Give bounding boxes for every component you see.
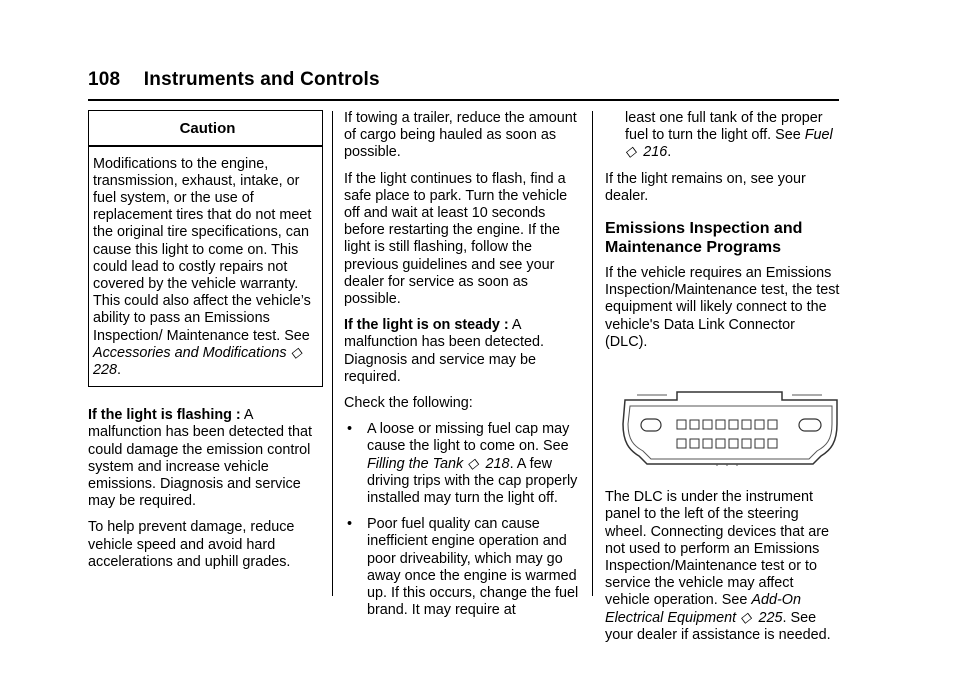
dlc-location-paragraph [605, 489, 841, 644]
steady-text: A malfunction has been detected. Diagnosis and service may be required. [344, 317, 545, 385]
bullet-icon: • [347, 516, 353, 533]
check-following: Check the following: [344, 395, 473, 412]
prevent-damage-paragraph: To help prevent damage, reduce vehicle speed and avoid hard accelerations and uphill grades. [88, 519, 295, 570]
fuel-page-ref[interactable]: 216 [636, 144, 668, 161]
towing-paragraph: If towing a trailer, reduce the amount of cargo being hauled as soon as possible. [344, 110, 577, 161]
caution-text: Modifications to the engine, transmission, exhaust, intake, or fuel system, or the use of replacement tires that do not meet the original tire specifications, can cause this light to come on. This could lead to costly repairs not covered by the vehicle warranty. This could also affect the vehicle’s ability to pass an Emissions Inspection/ Maintenance test. See [93, 155, 312, 344]
dlc-location-text: The DLC is under the instrument panel to the left of the steering wheel. Connecting devices that are not used to perform an Emissions Inspection/Maintenance test or to service the vehicle may affect vehicle operation. See [605, 489, 829, 609]
bullet-text [367, 421, 582, 507]
page-ref-icon: ◇ [286, 344, 302, 361]
steady-heading: If the light is on steady : [344, 317, 509, 334]
list-item [344, 516, 582, 619]
header-rule [88, 99, 839, 101]
continued-text: least one full tank of the proper fuel to turn the light off. See [625, 110, 823, 144]
column-divider-1 [332, 111, 333, 596]
page-ref-icon: ◇ [736, 609, 752, 626]
bullet-2-text: Poor fuel quality can cause inefficient engine operation and poor driveability, which may go away once the engine is warmed up. If this occurs, change the fuel brand. It may require at [367, 516, 579, 619]
addon-page-ref[interactable]: 225 [751, 609, 783, 626]
dlc-location-end: . See your dealer if assistance is needed. [605, 609, 831, 643]
continue-flash-paragraph: If the light continues to flash, find a safe place to park. Turn the vehicle off and wait at least 10 seconds before restarting the engine. If the light is still flashing, follow the previous guidelines and see your dealer for service as soon as possible. [344, 170, 568, 308]
column-2 [344, 110, 582, 628]
caution-box [88, 110, 323, 387]
page-header [88, 69, 380, 91]
caution-end: . [117, 361, 122, 378]
continued-end: . [667, 144, 672, 161]
filling-tank-page-ref[interactable]: 218 [478, 455, 510, 472]
continued-bullet-text [605, 110, 841, 162]
column-1 [88, 110, 326, 580]
steady-paragraph [344, 317, 582, 386]
section-heading: Emissions Inspection and Maintenance Programs [605, 220, 803, 257]
caution-title: Caution [179, 120, 236, 137]
section-title: Instruments and Controls [143, 69, 380, 90]
page-ref-icon: ◇ [463, 455, 479, 472]
bullet-1-end: . A few driving trips with the cap properly installed may turn the light off. [367, 455, 578, 507]
remains-on-paragraph: If the light remains on, see your dealer. [605, 170, 806, 204]
fuel-link[interactable]: Fuel [804, 127, 833, 144]
column-divider-2 [592, 111, 593, 596]
page-number: 108 [88, 69, 121, 90]
filling-tank-link[interactable]: Filling the Tank [367, 455, 464, 472]
bullet-1-text: A loose or missing fuel cap may cause the light to come on. See [367, 421, 570, 455]
emissions-paragraph: If the vehicle requires an Emissions Inspection/Maintenance test, the test equipment will likely connect to the vehicle's Data Link Connector (DLC). [605, 265, 840, 350]
page-ref-icon: ◇ [625, 144, 637, 161]
flashing-text: A malfunction has been detected that could damage the emission control system and increase vehicle emissions. Diagnosis and service may be required. [88, 407, 313, 510]
flashing-paragraph [88, 407, 326, 510]
accessories-link[interactable]: Accessories and Modifications [93, 344, 287, 361]
list-item [344, 421, 582, 507]
column-3 [605, 110, 841, 653]
caution-body [93, 156, 322, 380]
caution-rule [89, 145, 322, 146]
flashing-heading: If the light is flashing : [88, 407, 241, 424]
bullet-icon: • [347, 421, 353, 438]
dlc-connector-illustration [617, 384, 842, 466]
caution-page-ref[interactable]: 228 [93, 344, 309, 378]
addon-equipment-link[interactable]: Add-On Electrical Equipment [605, 592, 802, 626]
